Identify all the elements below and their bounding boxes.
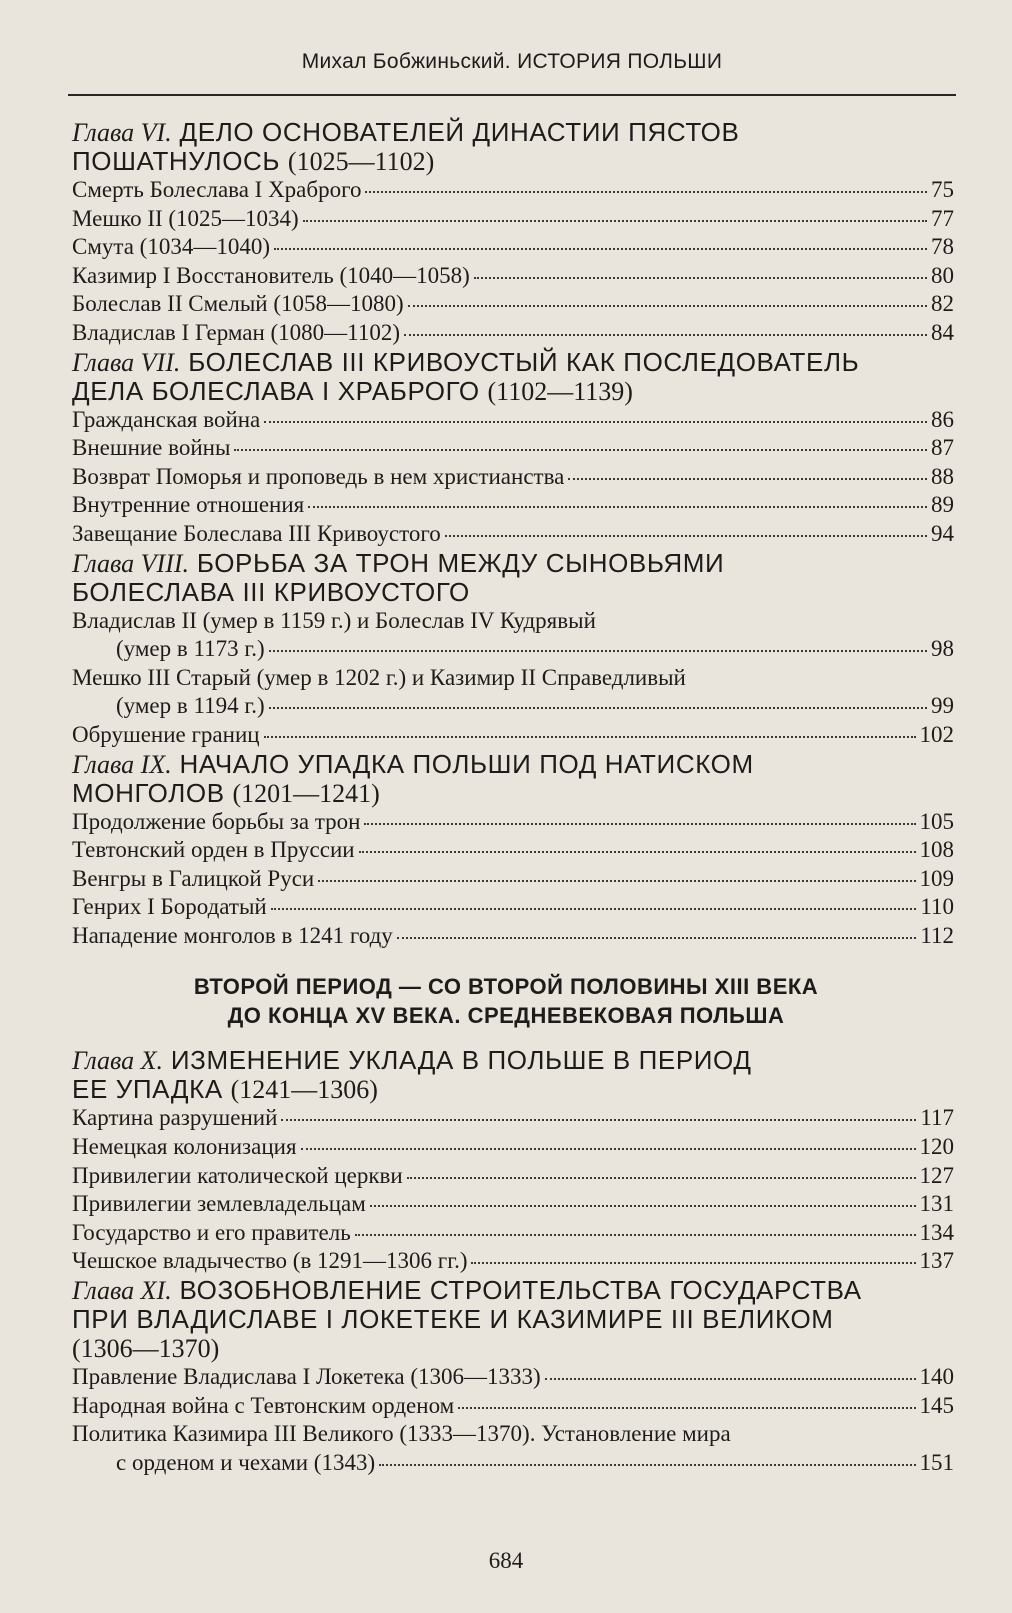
leader-dots	[545, 1378, 916, 1380]
toc-entry	[0, 635, 1012, 664]
page-ref: 88	[931, 463, 954, 489]
page-ref: 137	[919, 1248, 954, 1274]
toc-entry	[0, 808, 1012, 837]
leader-dots	[379, 1464, 915, 1466]
entry-title: Тевтонский орден в Пруссии	[72, 837, 355, 863]
entry-title: Мешко II (1025—1034)	[72, 205, 299, 231]
period-title: ДО КОНЦА XV ВЕКА. СРЕДНЕВЕКОВАЯ ПОЛЬША	[227, 1003, 785, 1029]
page-ref: 131	[919, 1191, 954, 1217]
toc-entry	[0, 463, 1012, 492]
chapter-years: (1102—1139)	[487, 376, 633, 406]
chapter-title: МОНГОЛОВ	[72, 777, 225, 808]
chapter-heading	[0, 750, 1012, 808]
leader-dots	[397, 937, 917, 939]
toc-entry	[0, 1363, 1012, 1392]
chapter-label: Глава VIII.	[72, 548, 190, 578]
entry-title: Привилегии землевладельцам	[72, 1191, 366, 1217]
entry-title: Смерть Болеслава I Храброго	[72, 177, 362, 202]
chapter-label: Глава VI.	[72, 118, 172, 147]
toc-entry	[0, 1162, 1012, 1191]
toc-entry	[0, 434, 1012, 463]
toc-entry	[0, 491, 1012, 520]
entry-title: Болеслав II Смелый (1058—1080)	[72, 291, 404, 317]
entry-title: Привилегии католической церкви	[72, 1162, 403, 1188]
toc-entry	[0, 1219, 1012, 1248]
leader-dots	[471, 1262, 915, 1264]
toc-entry	[0, 836, 1012, 865]
page-ref: 78	[931, 234, 954, 260]
entry-title: Внутренние отношения	[72, 492, 305, 518]
leader-dots	[359, 851, 916, 853]
page-ref: 120	[919, 1134, 954, 1160]
entry-title: Картина разрушений	[72, 1105, 278, 1131]
chapter-title: ЕЕ УПАДКА	[72, 1074, 223, 1105]
entry-title: (умер в 1194 г.)	[116, 693, 265, 719]
chapter-heading	[0, 118, 1012, 176]
toc-entry	[0, 1449, 1012, 1478]
page-ref: 151	[919, 1449, 954, 1475]
leader-dots	[365, 191, 927, 193]
leader-dots	[355, 1234, 916, 1236]
entry-title: Нападение монголов в 1241 году	[72, 922, 393, 948]
leader-dots	[318, 880, 915, 882]
chapter-title: ДЕЛА БОЛЕСЛАВА I ХРАБРОГО	[72, 375, 480, 406]
leader-dots	[568, 478, 927, 480]
chapter-title: ДЕЛО ОСНОВАТЕЛЕЙ ДИНАСТИИ ПЯСТОВ	[179, 117, 740, 147]
toc-entry	[0, 1190, 1012, 1219]
leader-dots	[274, 248, 927, 250]
entry-title: Казимир I Восстановитель (1040—1058)	[72, 262, 470, 288]
leader-dots	[364, 823, 915, 825]
toc-entry	[0, 1104, 1012, 1133]
chapter-title: ПОШАТНУЛОСЬ	[72, 146, 281, 176]
entry-title: Генрих I Бородатый	[72, 894, 267, 920]
page-ref: 86	[931, 406, 954, 432]
entry-title: Государство и его правитель	[72, 1219, 351, 1245]
toc-entry	[0, 893, 1012, 922]
toc-entry	[0, 865, 1012, 894]
leader-dots	[301, 1148, 916, 1150]
toc-entry	[0, 290, 1012, 319]
page-ref: 77	[931, 205, 954, 231]
entry-title: Возврат Поморья и проповедь в нем христианства	[72, 463, 565, 489]
entry-title: Продолжение борьбы за трон	[72, 808, 361, 834]
page-ref: 99	[931, 693, 954, 719]
chapter-heading	[0, 1276, 1012, 1363]
chapter-heading	[0, 549, 1012, 607]
page-ref: 98	[931, 636, 954, 662]
chapter-years: (1201—1241)	[232, 778, 380, 808]
chapter-years: (1025—1102)	[287, 147, 435, 176]
entry-first-line: Политика Казимира III Великого (1333—1370). Установление мира	[72, 1421, 731, 1447]
toc-entry	[0, 692, 1012, 721]
page-ref: 89	[931, 492, 954, 518]
leader-dots	[458, 1407, 915, 1409]
chapter-years: (1241—1306)	[230, 1075, 378, 1105]
entry-title: Смута (1034—1040)	[72, 234, 271, 260]
page-ref: 102	[919, 721, 954, 747]
chapter-label: Глава X.	[72, 1046, 164, 1076]
toc-entry	[0, 721, 1012, 750]
entry-title: (умер в 1173 г.)	[116, 636, 265, 662]
page-ref: 80	[931, 262, 954, 288]
toc-entry	[0, 922, 1012, 951]
leader-dots	[264, 736, 916, 738]
toc-entry	[0, 262, 1012, 291]
chapter-heading	[0, 348, 1012, 406]
toc-entry	[0, 233, 1012, 262]
page-ref: 105	[919, 808, 954, 834]
entry-first-line: Мешко III Старый (умер в 1202 г.) и Казимир II Справедливый	[72, 664, 686, 690]
leader-dots	[269, 707, 927, 709]
entry-title: Владислав I Герман (1080—1102)	[72, 319, 400, 345]
chapter-heading	[0, 1046, 1012, 1104]
page-ref: 84	[931, 319, 954, 345]
page-ref: 112	[920, 922, 954, 948]
chapter-title: НАЧАЛО УПАДКА ПОЛЬШИ ПОД НАТИСКОМ	[179, 748, 754, 779]
entry-title: Чешское владычество (в 1291—1306 гг.)	[72, 1248, 468, 1274]
leader-dots	[370, 1205, 916, 1207]
leader-dots	[264, 421, 927, 423]
page-ref: 87	[931, 435, 954, 461]
page-ref: 140	[919, 1364, 954, 1390]
leader-dots	[408, 305, 927, 307]
leader-dots	[271, 908, 917, 910]
leader-dots	[303, 220, 927, 222]
leader-dots	[269, 650, 927, 652]
header-rule	[68, 94, 956, 96]
toc-entry	[0, 520, 1012, 549]
chapter-title: ВОЗОБНОВЛЕНИЕ СТРОИТЕЛЬСТВА ГОСУДАРСТВА	[179, 1275, 862, 1306]
leader-dots	[404, 334, 927, 336]
page-ref: 134	[919, 1219, 954, 1245]
chapter-label: Глава VII.	[72, 347, 181, 377]
entry-title: Правление Владислава I Локетека (1306—1333)	[72, 1364, 541, 1390]
leader-dots	[308, 506, 927, 508]
page-ref: 117	[920, 1105, 954, 1131]
entry-title: Внешние войны	[72, 435, 231, 461]
period-title: ВТОРОЙ ПЕРИОД — СО ВТОРОЙ ПОЛОВИНЫ XIII ВЕКА	[193, 974, 819, 1000]
chapter-title: БОЛЕСЛАВ III КРИВОУСТЫЙ КАК ПОСЛЕДОВАТЕЛЬ	[188, 346, 860, 377]
toc-entry	[0, 1392, 1012, 1421]
page-ref: 82	[931, 291, 954, 317]
page-ref: 94	[931, 520, 954, 546]
toc-entry	[0, 319, 1012, 348]
chapter-title: БОРЬБА ЗА ТРОН МЕЖДУ СЫНОВЬЯМИ	[196, 547, 725, 578]
page-ref: 109	[919, 865, 954, 891]
entry-title: Немецкая колонизация	[72, 1134, 297, 1160]
leader-dots	[407, 1177, 916, 1179]
entry-title: Венгры в Галицкой Руси	[72, 865, 315, 891]
entry-title: Гражданская война	[72, 406, 261, 432]
entry-title: Народная война с Тевтонским орденом	[72, 1392, 455, 1418]
page-ref: 110	[920, 894, 954, 920]
chapter-years: (1306—1370)	[72, 1334, 220, 1364]
page-ref: 108	[919, 837, 954, 863]
leader-dots	[445, 535, 927, 537]
entry-title: Завещание Болеслава III Кривоустого	[72, 520, 441, 546]
toc-entry	[0, 1133, 1012, 1162]
toc-entry	[0, 1247, 1012, 1276]
page-ref: 145	[919, 1392, 954, 1418]
entry-title: Обрушение границ	[72, 721, 260, 747]
toc-entry	[0, 176, 1012, 205]
page-ref: 75	[931, 177, 954, 202]
chapter-title: ПРИ ВЛАДИСЛАВЕ I ЛОКЕТЕКЕ И КАЗИМИРЕ III ВЕЛИКОМ	[72, 1304, 834, 1335]
chapter-label: Глава XI.	[72, 1276, 172, 1306]
page-ref: 127	[919, 1162, 954, 1188]
period-heading	[0, 972, 1012, 1030]
chapter-title: ИЗМЕНЕНИЕ УКЛАДА В ПОЛЬШЕ В ПЕРИОД	[170, 1045, 752, 1076]
leader-dots	[234, 449, 927, 451]
page-number: 684	[488, 1548, 524, 1573]
entry-title: с орденом и чехами (1343)	[116, 1449, 376, 1475]
toc-entry	[0, 205, 1012, 234]
chapter-title: БОЛЕСЛАВА III КРИВОУСТОГО	[72, 576, 470, 607]
chapter-label: Глава IX.	[72, 749, 172, 779]
running-head: Михал Бобжиньский. ИСТОРИЯ ПОЛЬШИ	[301, 50, 723, 73]
toc-entry	[0, 406, 1012, 435]
entry-first-line: Владислав II (умер в 1159 г.) и Болеслав IV Кудрявый	[72, 607, 596, 633]
table-of-contents	[0, 118, 1012, 1477]
leader-dots	[281, 1119, 916, 1121]
leader-dots	[474, 277, 927, 279]
